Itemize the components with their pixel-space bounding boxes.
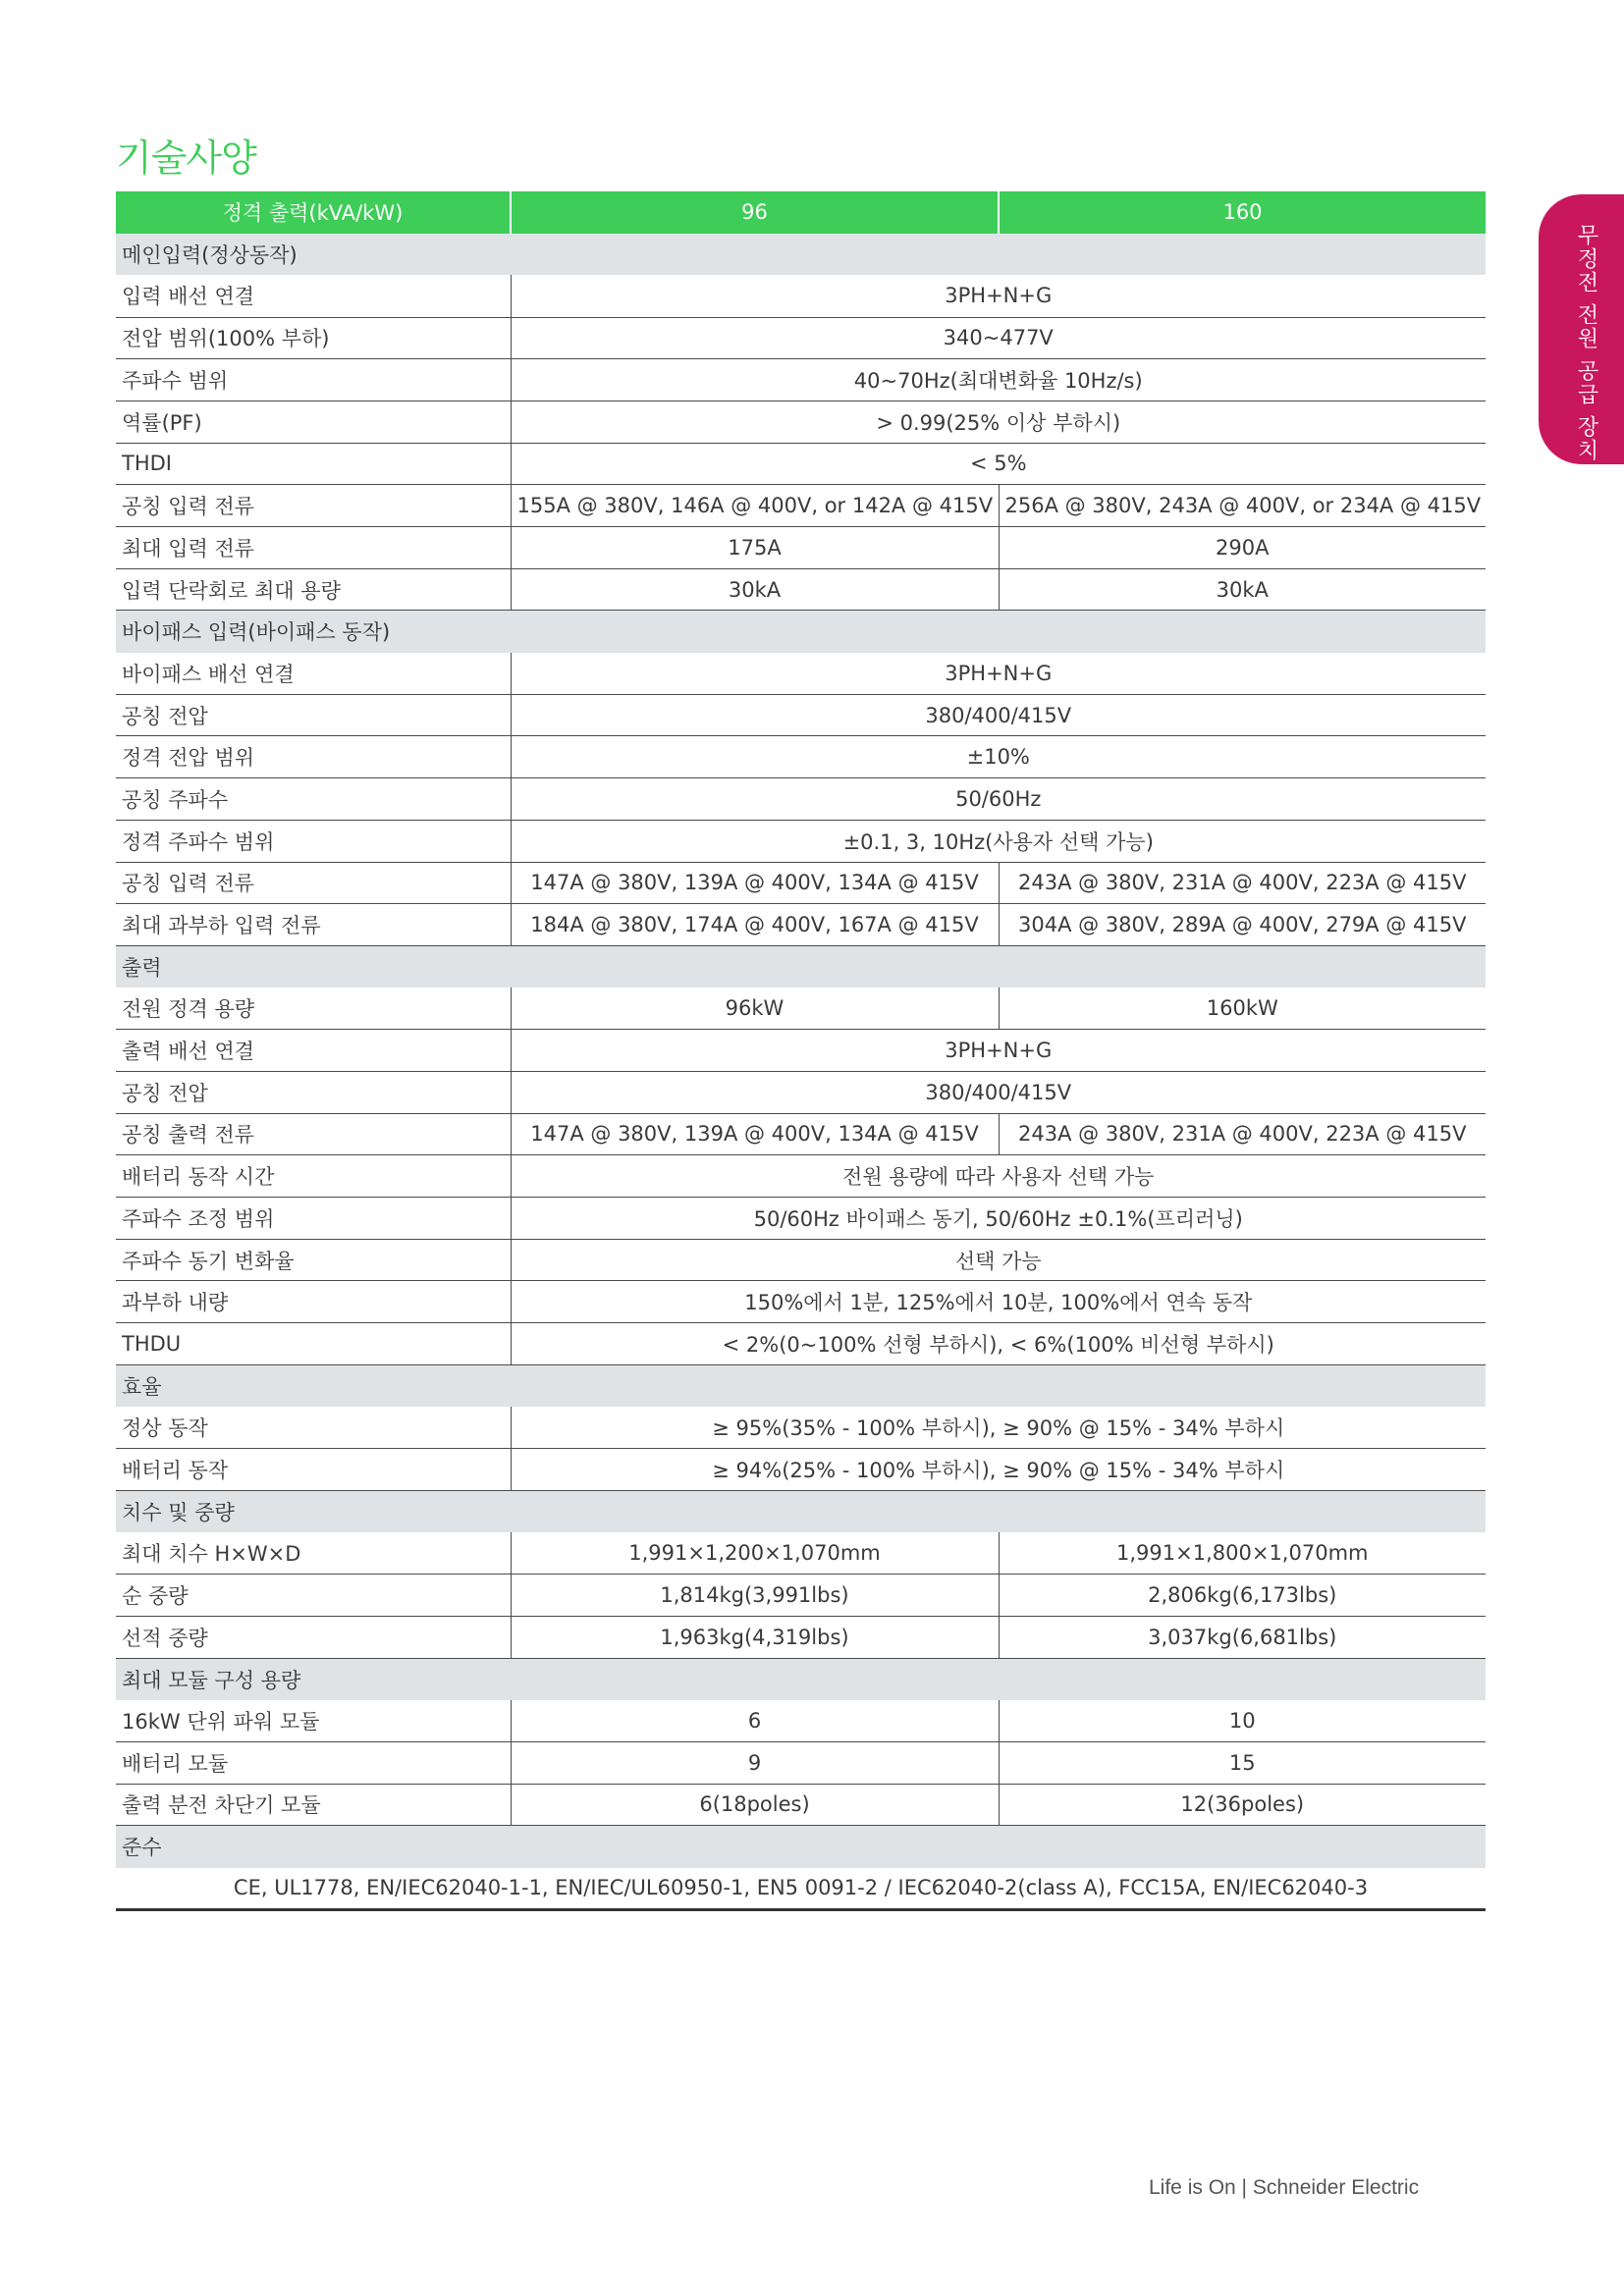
row-value: ±10% [511, 736, 1486, 778]
row-label: 출력 분전 차단기 모듈 [116, 1784, 511, 1826]
row-value-160: 160kW [999, 988, 1486, 1030]
row-label: 전원 정격 용량 [116, 988, 511, 1030]
row-label: 정상 동작 [116, 1407, 511, 1449]
table-row [116, 1113, 1486, 1155]
table-row [116, 1575, 1486, 1617]
row-value: ±0.1, 3, 10Hz(사용자 선택 가능) [511, 820, 1486, 862]
section-row [116, 234, 1486, 276]
row-value: 선택 가능 [511, 1239, 1486, 1281]
row-value: 50/60Hz 바이패스 동기, 50/60Hz ±0.1%(프리러닝) [511, 1198, 1486, 1240]
row-value-96: 9 [511, 1741, 999, 1784]
row-value: 340~477V [511, 317, 1486, 359]
table-row [116, 694, 1486, 736]
section-row [116, 1658, 1486, 1700]
table-row [116, 485, 1486, 527]
row-value-96: 30kA [511, 568, 999, 611]
section-title: 최대 모듈 구성 용량 [116, 1658, 1486, 1700]
header-96: 96 [511, 191, 999, 234]
table-row [116, 778, 1486, 821]
table-row [116, 527, 1486, 569]
table-row [116, 653, 1486, 695]
table-row [116, 1532, 1486, 1575]
table-row [116, 568, 1486, 611]
row-value-96: 6 [511, 1700, 999, 1742]
row-label: 최대 입력 전류 [116, 527, 511, 569]
row-label: 입력 배선 연결 [116, 275, 511, 317]
row-label: 배터리 모듈 [116, 1741, 511, 1784]
row-value-160: 243A @ 380V, 231A @ 400V, 223A @ 415V [999, 1113, 1486, 1155]
row-label: 바이패스 배선 연결 [116, 653, 511, 695]
table-row [116, 1071, 1486, 1113]
table-row [116, 443, 1486, 485]
row-label: 선적 중량 [116, 1616, 511, 1658]
table-row [116, 359, 1486, 401]
section-row [116, 611, 1486, 653]
row-value-160: 30kA [999, 568, 1486, 611]
row-label: 공칭 전압 [116, 1071, 511, 1113]
row-label: 역률(PF) [116, 400, 511, 443]
section-row [116, 1490, 1486, 1532]
row-value-96: 175A [511, 527, 999, 569]
row-value: 3PH+N+G [511, 653, 1486, 695]
table-row [116, 1239, 1486, 1281]
row-label: 정격 전압 범위 [116, 736, 511, 778]
section-title: 치수 및 중량 [116, 1490, 1486, 1532]
row-value-96: 1,991×1,200×1,070mm [511, 1532, 999, 1575]
row-label: 과부하 내량 [116, 1281, 511, 1323]
row-value: 380/400/415V [511, 694, 1486, 736]
row-value: 3PH+N+G [511, 275, 1486, 317]
row-label: 16kW 단위 파워 모듈 [116, 1700, 511, 1742]
table-row [116, 736, 1486, 778]
footer-brand: Life is On | Schneider Electric [1149, 2176, 1420, 2199]
row-value: ≥ 94%(25% - 100% 부하시), ≥ 90% @ 15% - 34% 부하시 [511, 1449, 1486, 1491]
row-value-96: 6(18poles) [511, 1784, 999, 1826]
row-value-160: 10 [999, 1700, 1486, 1742]
row-value-160: 256A @ 380V, 243A @ 400V, or 234A @ 415V [999, 485, 1486, 527]
row-value: 150%에서 1분, 125%에서 10분, 100%에서 연속 동작 [511, 1281, 1486, 1323]
row-value-160: 3,037kg(6,681lbs) [999, 1616, 1486, 1658]
table-row [116, 1155, 1486, 1198]
table-row [116, 1449, 1486, 1491]
row-label: 배터리 동작 [116, 1449, 511, 1491]
row-value-96: 184A @ 380V, 174A @ 400V, 167A @ 415V [511, 904, 999, 946]
spec-table [116, 191, 1486, 1911]
section-title: 효율 [116, 1364, 1486, 1407]
row-label: 배터리 동작 시간 [116, 1155, 511, 1198]
row-value-96: 1,814kg(3,991lbs) [511, 1575, 999, 1617]
row-label: 입력 단락회로 최대 용량 [116, 568, 511, 611]
page-title: 기술사양 [116, 136, 256, 180]
row-label: 최대 과부하 입력 전류 [116, 904, 511, 946]
row-label: 공칭 입력 전류 [116, 862, 511, 904]
row-label: 공칭 주파수 [116, 778, 511, 821]
row-label: THDI [116, 443, 511, 485]
table-row [116, 1323, 1486, 1365]
row-value-160: 1,991×1,800×1,070mm [999, 1532, 1486, 1575]
row-value: 380/400/415V [511, 1071, 1486, 1113]
row-value: < 5% [511, 443, 1486, 485]
row-label: 공칭 전압 [116, 694, 511, 736]
row-label: 주파수 동기 변화율 [116, 1239, 511, 1281]
table-row [116, 904, 1486, 946]
section-title: 출력 [116, 945, 1486, 988]
row-value: > 0.99(25% 이상 부하시) [511, 400, 1486, 443]
section-title: 바이패스 입력(바이패스 동작) [116, 611, 1486, 653]
row-value-96: 147A @ 380V, 139A @ 400V, 134A @ 415V [511, 1113, 999, 1155]
row-value-160: 15 [999, 1741, 1486, 1784]
row-value-160: 243A @ 380V, 231A @ 400V, 223A @ 415V [999, 862, 1486, 904]
table-row [116, 1784, 1486, 1826]
row-label: 최대 치수 H×W×D [116, 1532, 511, 1575]
table-row [116, 1281, 1486, 1323]
row-value-160: 304A @ 380V, 289A @ 400V, 279A @ 415V [999, 904, 1486, 946]
row-value-160: 290A [999, 527, 1486, 569]
table-row [116, 1700, 1486, 1742]
row-value-160: 2,806kg(6,173lbs) [999, 1575, 1486, 1617]
row-value-96: 147A @ 380V, 139A @ 400V, 134A @ 415V [511, 862, 999, 904]
row-label: THDU [116, 1323, 511, 1365]
row-label: 공칭 입력 전류 [116, 485, 511, 527]
table-row [116, 1198, 1486, 1240]
side-tab [1539, 194, 1624, 464]
table-row [116, 1616, 1486, 1658]
row-label: 전압 범위(100% 부하) [116, 317, 511, 359]
row-label: 출력 배선 연결 [116, 1030, 511, 1072]
row-value-96: 1,963kg(4,319lbs) [511, 1616, 999, 1658]
table-row [116, 1030, 1486, 1072]
row-label: 주파수 범위 [116, 359, 511, 401]
section-row [116, 1364, 1486, 1407]
row-value-96: 96kW [511, 988, 999, 1030]
section-title: 메인입력(정상동작) [116, 234, 1486, 276]
section-row [116, 1826, 1486, 1868]
row-value-96: 155A @ 380V, 146A @ 400V, or 142A @ 415V [511, 485, 999, 527]
row-label: 공칭 출력 전류 [116, 1113, 511, 1155]
header-160: 160 [999, 191, 1486, 234]
table-row [116, 862, 1486, 904]
row-label: 순 중량 [116, 1575, 511, 1617]
compliance-row [116, 1868, 1486, 1910]
section-title: 준수 [116, 1826, 1486, 1868]
table-row [116, 317, 1486, 359]
row-label: 주파수 조정 범위 [116, 1198, 511, 1240]
row-value: 50/60Hz [511, 778, 1486, 821]
table-row [116, 988, 1486, 1030]
row-value-160: 12(36poles) [999, 1784, 1486, 1826]
table-row [116, 275, 1486, 317]
side-tab-label: 무정전 전원 공급 장치 [1574, 224, 1598, 462]
table-row [116, 1407, 1486, 1449]
compliance-text: CE, UL1778, EN/IEC62040-1-1, EN/IEC/UL60950-1, EN5 0091-2 / IEC62040-2(class A), FCC15A, EN/IEC62040-3 [116, 1868, 1486, 1910]
table-row [116, 1741, 1486, 1784]
row-value: 40~70Hz(최대변화율 10Hz/s) [511, 359, 1486, 401]
row-value: 3PH+N+G [511, 1030, 1486, 1072]
row-value: < 2%(0~100% 선형 부하시), < 6%(100% 비선형 부하시) [511, 1323, 1486, 1365]
row-value: ≥ 95%(35% - 100% 부하시), ≥ 90% @ 15% - 34% 부하시 [511, 1407, 1486, 1449]
table-row [116, 820, 1486, 862]
row-value: 전원 용량에 따라 사용자 선택 가능 [511, 1155, 1486, 1198]
row-label: 정격 주파수 범위 [116, 820, 511, 862]
table-header-row [116, 191, 1486, 234]
header-rating: 정격 출력(kVA/kW) [116, 191, 511, 234]
table-row [116, 400, 1486, 443]
section-row [116, 945, 1486, 988]
